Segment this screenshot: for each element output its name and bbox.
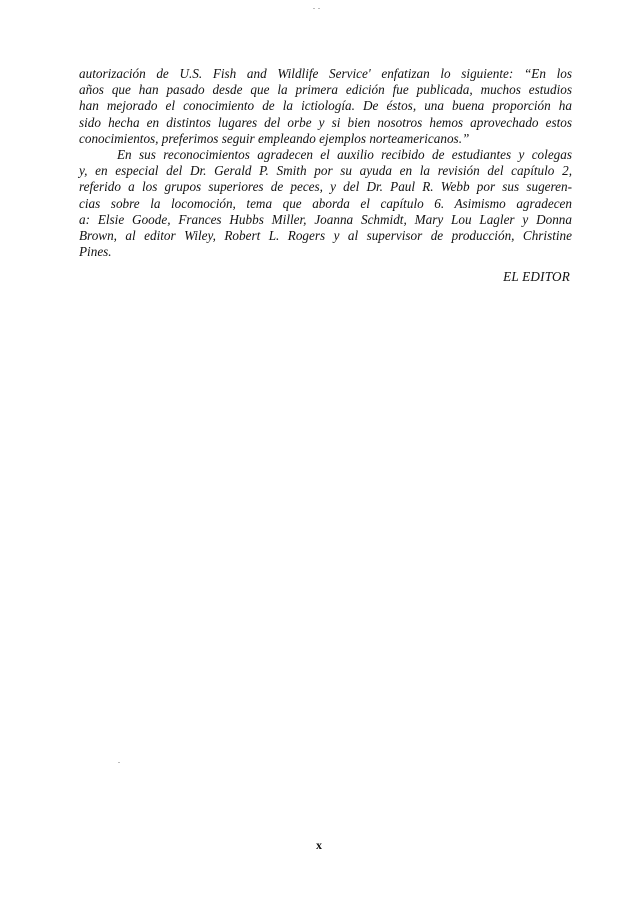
text-line: y, en especial del Dr. Gerald P. Smith por su ayuda en la revisión del capítulo 2, xyxy=(79,163,572,179)
text-line: conocimientos, preferimos seguir empleando ejemplos norteamericanos.” xyxy=(79,130,470,146)
text-line: autorización de U.S. Fish and Wildlife Service' enfatizan lo siguiente: “En los xyxy=(79,66,572,81)
scan-mark-top xyxy=(318,8,320,9)
paragraph-2 xyxy=(79,147,572,260)
text-line: Brown, al editor Wiley, Robert L. Rogers y al supervisor de producción, Christine xyxy=(79,228,572,244)
page-number: x xyxy=(316,838,322,852)
text-line: Pines. xyxy=(79,244,112,260)
body-text xyxy=(79,66,572,260)
scan-mark xyxy=(118,762,120,763)
text-line: referido a los grupos superiores de peces, y del Dr. Paul R. Webb por sus sugeren- xyxy=(79,179,572,195)
text-line: años que han pasado desde que la primera edición fue publicada, muchos estudios xyxy=(79,82,572,98)
paragraph-1 xyxy=(79,66,572,147)
text-line: cias sobre la locomoción, tema que aborda el capítulo 6. Asimismo agradecen xyxy=(79,195,572,211)
text-line: a: Elsie Goode, Frances Hubbs Miller, Joanna Schmidt, Mary Lou Lagler y Donna xyxy=(79,211,572,227)
text-line: En sus reconocimientos agradecen el auxilio recibido de estudiantes y colegas xyxy=(117,147,572,163)
scan-mark-top xyxy=(313,8,315,9)
text-line: sido hecha en distintos lugares del orbe y si bien nosotros hemos aprovechado estos xyxy=(79,114,572,130)
editor-signature: EL EDITOR xyxy=(503,269,570,284)
text-line: han mejorado el conocimiento de la ictiología. De éstos, una buena proporción ha xyxy=(79,98,572,114)
